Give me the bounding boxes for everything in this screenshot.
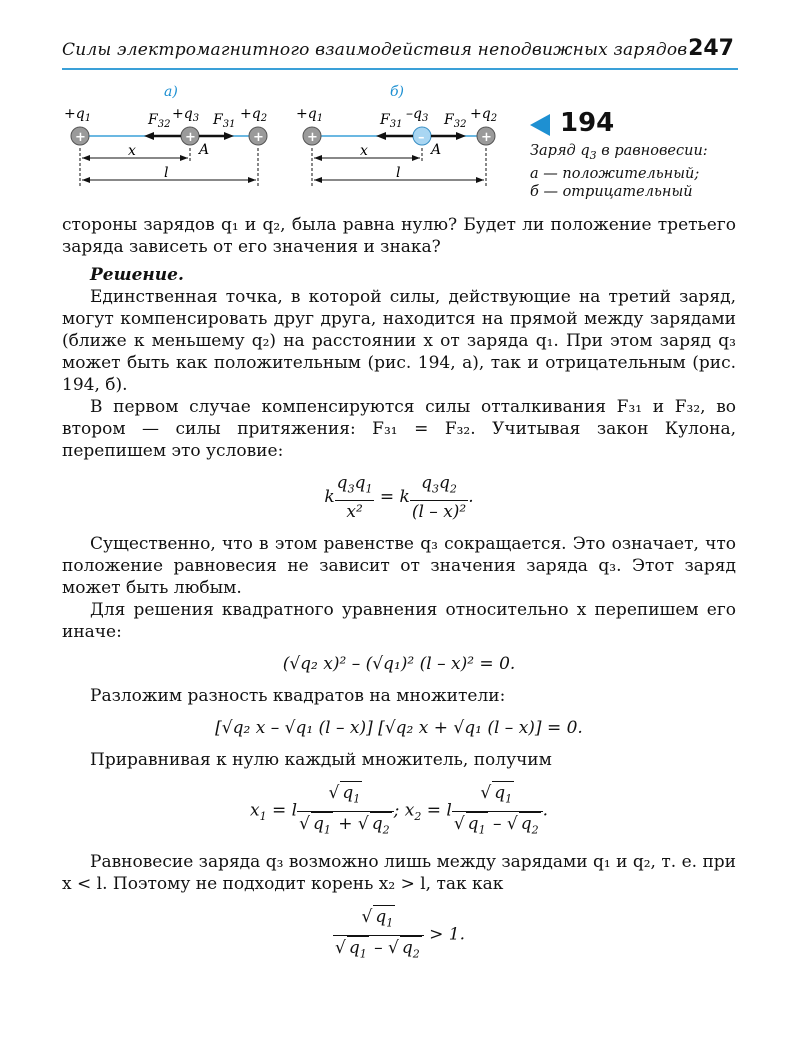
paragraph-0: стороны зарядов q₁ и q₂, была равна нулю? Будет ли положение третьего заряда зависеть от его значения и знака?: [62, 215, 736, 257]
formula-2: (√q₂ x)² – (√q₁)² (l – x)² = 0.: [282, 654, 516, 675]
svg-text:+q1: $+q_1$: [64, 106, 92, 124]
caption-text: Заряд $q_3$ в равновесии: а — положительный; б — отрицательный: [530, 143, 708, 200]
paragraph-1: Единственная точка, в которой силы, действующие на третий заряд, могут компенсировать друг друга, находится на прямой между зарядами (ближе к меньшему q₂) на расстоянии x от заряда q₁. При этом заряд q₃ может быть как положительным (рис. 194, а), так и отрицательным (рис. 194, б).: [62, 287, 736, 395]
solution-heading: Решение.: [90, 265, 184, 285]
svg-text:A: A: [431, 142, 442, 158]
page-body: [62, 214, 736, 975]
svg-text:F32: $F_{32}$: [444, 112, 467, 130]
paragraph-6: Приравнивая к нулю каждый множитель, получим: [90, 750, 552, 771]
formula-inequality: $\frac{√ q_1}{√ q_1 - √ q_2}$ > 1.: [62, 905, 736, 965]
page-number: 247: [688, 36, 734, 61]
label-b: б): [390, 84, 405, 100]
svg-text:F31: $F_{31}$: [213, 112, 236, 130]
svg-text:+q2: $+q_2$: [240, 106, 268, 124]
svg-text:l: l: [164, 165, 169, 181]
paragraph-4: Для решения квадратного уравнения относительно x перепишем его иначе:: [62, 600, 736, 643]
paragraph-3: Существенно, что в этом равенстве q₃ сокращается. Это означает, что положение равновесия не зависит от значения заряда q₃. Этот заряд может быть любым.: [62, 534, 736, 599]
formula-coulomb: k $\frac{q_3q_1}{\text{x²}}$ = k $\frac{q_3q_2}{\text{(l – x)²}}$ .: [324, 473, 474, 523]
paragraph-7: Равновесие заряда q₃ возможно лишь между зарядами q₁ и q₂, т. е. при x < l. Поэтому не подходит корень x₂ > l, так как: [62, 852, 736, 895]
svg-text:+: +: [185, 130, 196, 145]
svg-text:+: +: [75, 130, 86, 145]
svg-text:F32: $F_{32}$: [148, 112, 171, 130]
label-a: а): [164, 84, 178, 100]
svg-text:+: +: [253, 130, 264, 145]
svg-text:+: +: [481, 130, 492, 145]
svg-text:+: +: [307, 130, 318, 145]
page-header: [62, 36, 738, 70]
formula-3: [√q₂ x – √q₁ (l – x)] [√q₂ x + √q₁ (l – x)] = 0.: [215, 718, 583, 739]
paragraph-5: Разложим разность квадратов на множители:: [90, 686, 506, 707]
caption-number: 194: [560, 108, 615, 138]
svg-text:–: –: [418, 130, 425, 145]
svg-text:l: l: [396, 165, 401, 181]
svg-text:x: x: [128, 143, 136, 159]
caption-marker-icon: [530, 114, 550, 136]
running-title: Силы электромагнитного взаимодействия неподвижных зарядов: [62, 40, 688, 60]
formula-roots: $x_1 = l$ $\frac{√ q_1}{√ q_1 + √ q_2}$ ; $x_2 = l$ $\frac{√ q_1}{√ q_1 - √ q_2}$ .: [62, 781, 736, 841]
svg-text:F31: $F_{31}$: [380, 112, 403, 130]
svg-text:+q1: $+q_1$: [296, 106, 324, 124]
svg-text:x: x: [360, 143, 368, 159]
svg-text:A: A: [199, 142, 210, 158]
svg-text:+q2: $+q_2$: [470, 106, 498, 124]
svg-text:–q3: $-q_3$: [406, 106, 429, 124]
paragraph-2: В первом случае компенсируются силы отталкивания F₃₁ и F₃₂, во втором — силы притяжения: F₃₁ = F₃₂. Учитывая закон Кулона, перепишем это условие:: [62, 397, 736, 461]
svg-text:+q3: $+q_3$: [172, 106, 200, 124]
figure-194: [60, 78, 520, 198]
